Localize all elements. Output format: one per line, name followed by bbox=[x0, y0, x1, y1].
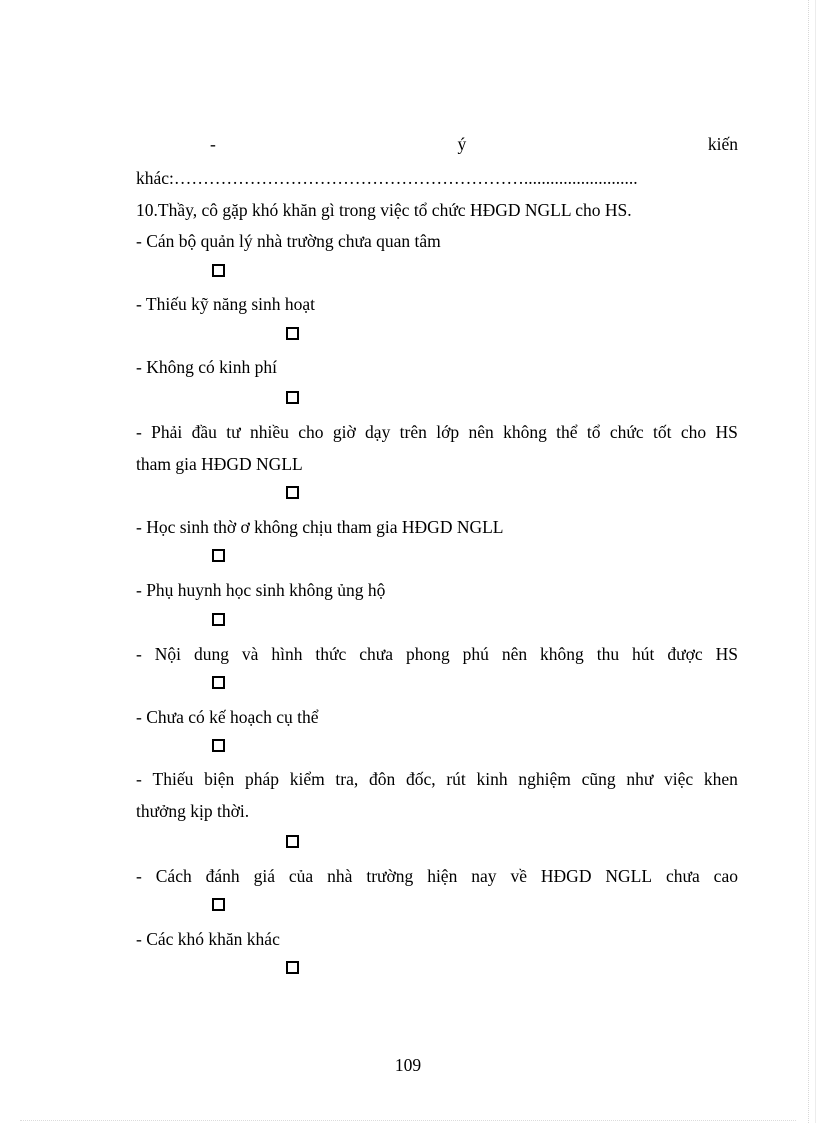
opinion-word-kien: kiến bbox=[707, 134, 738, 154]
option-checkbox[interactable] bbox=[212, 264, 225, 277]
option-text: - Chưa có kế hoạch cụ thể bbox=[136, 707, 319, 727]
option-word: hút bbox=[632, 644, 655, 664]
option-word: đầu bbox=[191, 422, 217, 442]
option-checkbox[interactable] bbox=[212, 613, 225, 626]
option-word: hình bbox=[271, 644, 303, 664]
option-word: việc bbox=[664, 769, 694, 789]
option-word: kinh bbox=[476, 769, 508, 789]
option-text-justified bbox=[136, 865, 738, 887]
option-word: tổ bbox=[586, 422, 601, 442]
option-word: HS bbox=[715, 644, 738, 664]
option-word: tư bbox=[226, 422, 241, 442]
option-text-continuation: thưởng kịp thời. bbox=[136, 801, 250, 821]
option-word: pháp bbox=[244, 769, 279, 789]
page-edge bbox=[808, 0, 816, 1123]
option-word: giờ bbox=[332, 422, 356, 442]
option-checkbox[interactable] bbox=[286, 486, 299, 499]
option-word: cao bbox=[713, 866, 738, 886]
option-word: giá bbox=[253, 866, 275, 886]
option-word: phong bbox=[405, 644, 450, 664]
option-text: - Phụ huynh học sinh không ủng hộ bbox=[136, 580, 386, 600]
option-word: kiểm bbox=[289, 769, 325, 789]
option-word: - bbox=[136, 644, 142, 664]
option-word: nhiều bbox=[249, 422, 289, 442]
option-word: - bbox=[136, 769, 142, 789]
option-word: lớp bbox=[436, 422, 460, 442]
option-checkbox[interactable] bbox=[212, 898, 225, 911]
option-text: - Học sinh thờ ơ không chịu tham gia HĐGD NGLL bbox=[136, 517, 504, 537]
option-word: HĐGD bbox=[540, 866, 592, 886]
option-word: Cách bbox=[155, 866, 192, 886]
option-word: chưa bbox=[359, 644, 394, 664]
option-word: cho bbox=[680, 422, 707, 442]
option-word: đôn bbox=[368, 769, 396, 789]
option-word: như bbox=[626, 769, 654, 789]
option-checkbox[interactable] bbox=[286, 835, 299, 848]
option-word: nghiệm bbox=[518, 769, 571, 789]
opinion-dash: - bbox=[210, 134, 216, 154]
option-text: - Không có kinh phí bbox=[136, 357, 277, 377]
opinion-line bbox=[210, 133, 738, 155]
option-word: Nội bbox=[154, 644, 182, 664]
option-text: - Thiếu kỹ năng sinh hoạt bbox=[136, 294, 316, 314]
option-checkbox[interactable] bbox=[286, 961, 299, 974]
option-word: nhà bbox=[327, 866, 353, 886]
option-word: của bbox=[288, 866, 314, 886]
option-word: chưa bbox=[665, 866, 700, 886]
option-word: dạy bbox=[365, 422, 391, 442]
option-checkbox[interactable] bbox=[286, 391, 299, 404]
option-word: nay bbox=[471, 866, 497, 886]
option-word: cũng bbox=[581, 769, 616, 789]
opinion-word-y: ý bbox=[457, 134, 467, 154]
option-text-justified bbox=[136, 421, 738, 443]
opinion-other-line: khác:…………………………………………………….......................... bbox=[136, 168, 638, 188]
option-text-continuation: tham gia HĐGD NGLL bbox=[136, 454, 303, 474]
option-word: thu bbox=[596, 644, 620, 664]
option-word: về bbox=[510, 866, 527, 886]
option-word: rút bbox=[446, 769, 466, 789]
page-bottom-edge bbox=[20, 1120, 796, 1121]
option-word: dung bbox=[193, 644, 229, 664]
option-text-justified bbox=[136, 768, 738, 790]
option-word: được bbox=[667, 644, 703, 664]
option-word: và bbox=[241, 644, 259, 664]
option-text: - Các khó khăn khác bbox=[136, 929, 280, 949]
option-word: không bbox=[503, 422, 547, 442]
option-word: đốc, bbox=[405, 769, 436, 789]
option-word: thể bbox=[556, 422, 578, 442]
option-word: Thiếu bbox=[152, 769, 194, 789]
option-word: Phải bbox=[151, 422, 183, 442]
option-checkbox[interactable] bbox=[212, 739, 225, 752]
option-word: - bbox=[136, 866, 142, 886]
option-word: - bbox=[136, 422, 142, 442]
option-word: khen bbox=[703, 769, 738, 789]
option-text: - Cán bộ quản lý nhà trường chưa quan tâm bbox=[136, 231, 441, 251]
option-word: tốt bbox=[653, 422, 672, 442]
option-word: chức bbox=[609, 422, 644, 442]
option-word: đánh bbox=[205, 866, 240, 886]
option-word: biện bbox=[204, 769, 235, 789]
option-word: trên bbox=[399, 422, 427, 442]
option-word: cho bbox=[298, 422, 324, 442]
option-checkbox[interactable] bbox=[212, 549, 225, 562]
option-word: thức bbox=[315, 644, 347, 664]
option-word: nên bbox=[501, 644, 528, 664]
option-word: hiện bbox=[427, 866, 458, 886]
option-word: trường bbox=[366, 866, 414, 886]
option-word: nên bbox=[468, 422, 494, 442]
option-text-justified bbox=[136, 643, 738, 665]
option-word: HS bbox=[715, 422, 738, 442]
question-title: 10.Thầy, cô gặp khó khăn gì trong việc tổ chức HĐGD NGLL cho HS. bbox=[136, 200, 632, 220]
option-word: không bbox=[540, 644, 584, 664]
option-word: tra, bbox=[335, 769, 359, 789]
option-checkbox[interactable] bbox=[212, 676, 225, 689]
option-checkbox[interactable] bbox=[286, 327, 299, 340]
option-word: phú bbox=[462, 644, 489, 664]
page-number: 109 bbox=[394, 1055, 422, 1075]
option-word: NGLL bbox=[605, 866, 653, 886]
